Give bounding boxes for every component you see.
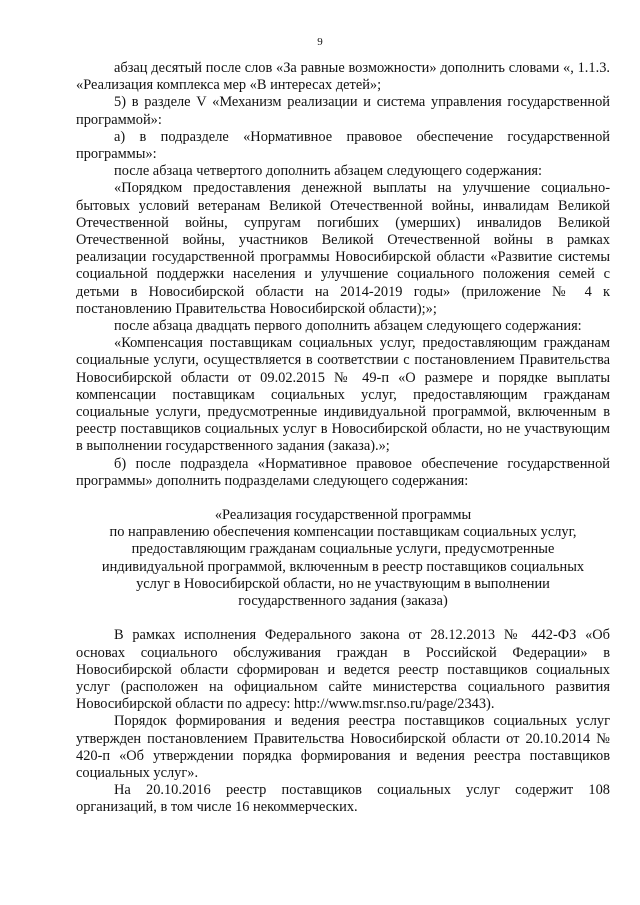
heading-line-4: индивидуальной программой, включенным в реестр поставщиков социальных (101, 558, 585, 575)
paragraph-5: «Порядком предоставления денежной выплаты на улучшение социально-бытовых условий ветеранам Великой Отечественной войны, инвалидам Великой Отечественной войны, супругам погибших (умерших) инвалидов Великой Отечественной войны, участников Великой Отечественной войны в рамках реализации государственной программы Новосибирской области «Развитие системы социальной поддержки населения и улучшение социального положения семей с детьми в Новосибирской области на 2014-2019 годы» (приложение № 4 к постановлению Правительства Новосибирской области);»; (76, 180, 610, 317)
paragraph-1: абзац десятый после слов «За равные возможности» дополнить словами «, 1.1.3. «Реализация комплекса мер «В интересах детей»; (76, 60, 610, 94)
paragraph-6: после абзаца двадцать первого дополнить абзацем следующего содержания: (114, 318, 582, 335)
paragraph-7: «Компенсация поставщикам социальных услуг, предоставляющим гражданам социальные услуги, осуществляется в соответствии с постановлением Правительства Новосибирской области от 09.02.2015 № 49-п «О размере и порядке выплаты компенсации поставщикам социальных услуг, предоставляющим гражданам социальные услуги, предусмотренные индивидуальной программой, включенным в реестр поставщиков социальных услуг в Новосибирской области, но не участвующим в выполнении государственного задания (заказа).»; (76, 335, 610, 455)
paragraph-11: На 20.10.2016 реестр поставщиков социальных услуг содержит 108 организаций, в том числе 16 некоммерческих. (76, 782, 610, 816)
page-number: 9 (317, 36, 323, 48)
heading-line-5: услуг в Новосибирской области, но не участвующим в выполнении (136, 575, 550, 592)
paragraph-4: после абзаца четвертого дополнить абзацем следующего содержания: (114, 163, 543, 180)
heading-line-2: по направлению обеспечения компенсации поставщикам социальных услуг, (109, 524, 577, 541)
heading-line-6: государственного задания (заказа) (238, 593, 448, 610)
heading-line-1: «Реализация государственной программы (214, 507, 472, 524)
document-body (76, 60, 610, 817)
paragraph-3: а) в подразделе «Нормативное правовое обеспечение государственной программы»: (76, 128, 610, 163)
paragraph-2: 5) в разделе V «Механизм реализации и система управления государственной программой»: (76, 94, 610, 128)
paragraph-8: б) после подраздела «Нормативное правовое обеспечение государственной программы» дополнить подразделами следующего содержания: (76, 455, 610, 489)
paragraph-9: В рамках исполнения Федерального закона от 28.12.2013 № 442-ФЗ «Об основах социального обслуживания граждан в Российской Федерации» в Новосибирской области сформирован и ведется реестр поставщиков социальных услуг (расположен на официальном сайте министерства социального развития Новосибирской области по адресу: http://www.msr.nso.ru/page/2343). (76, 627, 610, 713)
section-heading (76, 507, 610, 610)
paragraph-10: Порядок формирования и ведения реестра поставщиков социальных услуг утвержден постановлением Правительства Новосибирской области от 20.10.2014 № 420-п «Об утверждении порядка формирования и ведения реестра поставщиков социальных услуг». (76, 713, 610, 781)
heading-line-3: предоставляющим гражданам социальные услуги, предусмотренные (131, 541, 555, 558)
